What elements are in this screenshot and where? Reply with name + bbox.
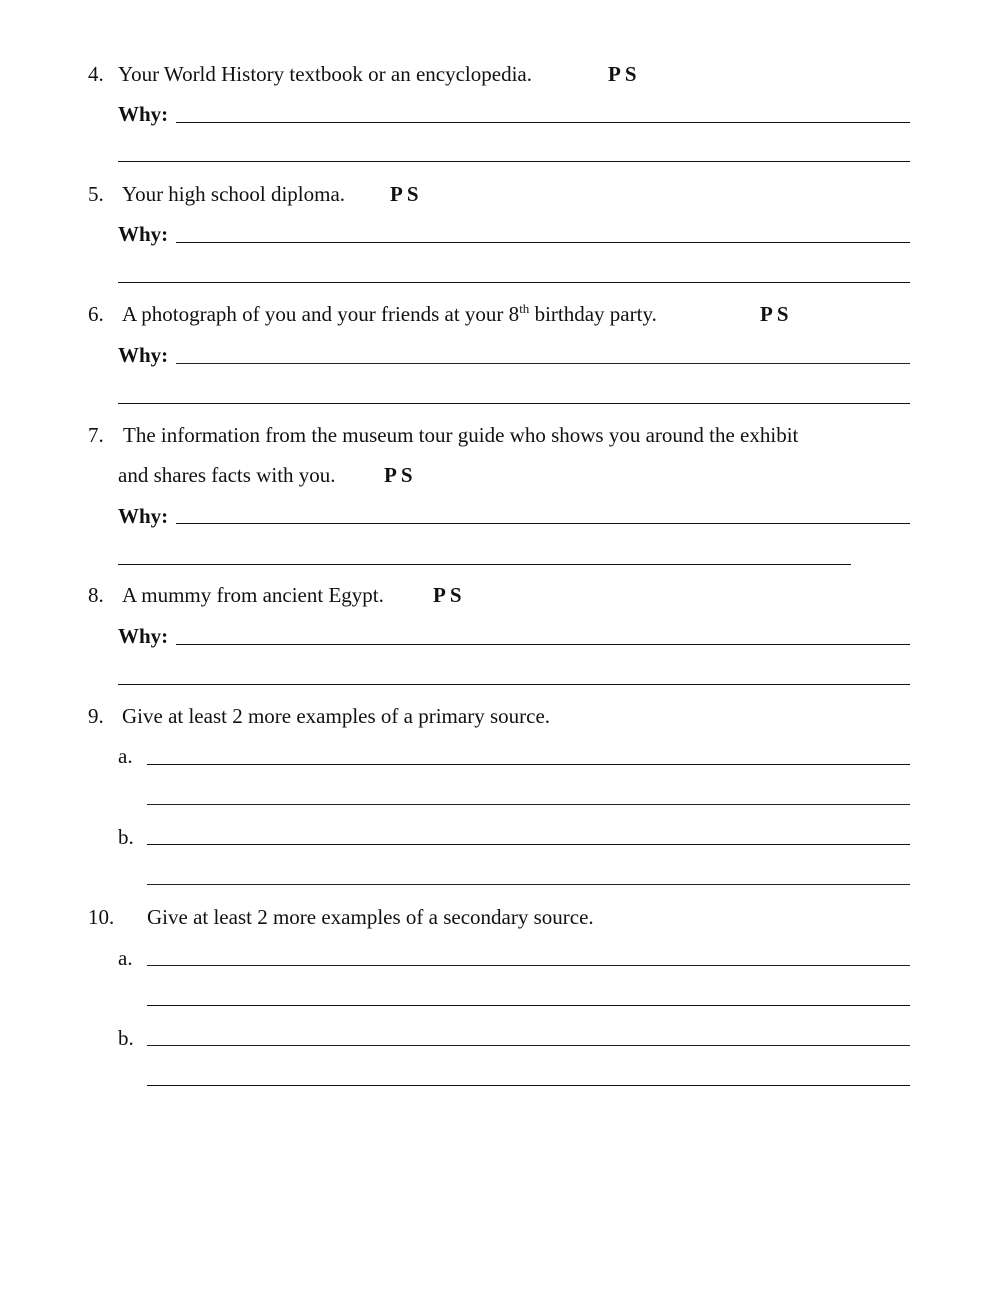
ps-choice[interactable]: P S (390, 182, 419, 206)
answer-line[interactable] (176, 122, 910, 123)
question-text: The information from the museum tour guide who shows you around the exhibit (123, 423, 799, 447)
question-text-part: A photograph of you and your friends at your 8 (122, 302, 520, 326)
answer-line[interactable] (147, 1005, 910, 1006)
why-label: Why: (118, 343, 169, 367)
question-text (122, 302, 657, 326)
question-text: Give at least 2 more examples of a primary source. (122, 704, 551, 728)
why-label: Why: (118, 624, 169, 648)
answer-line[interactable] (176, 363, 910, 364)
answer-line[interactable] (176, 242, 910, 243)
ps-choice[interactable]: P S (433, 583, 462, 607)
why-label: Why: (118, 102, 169, 126)
sub-item-b-label: b. (118, 1026, 134, 1050)
sub-item-b-label: b. (118, 825, 134, 849)
why-label: Why: (118, 504, 169, 528)
ps-choice[interactable]: P S (384, 463, 413, 487)
question-number: 9. (88, 704, 104, 728)
ordinal-suffix: th (519, 301, 530, 316)
answer-line[interactable] (118, 564, 851, 565)
answer-line[interactable] (118, 282, 910, 283)
question-text-line2: and shares facts with you. (118, 463, 336, 487)
answer-line[interactable] (147, 965, 910, 966)
question-text: A mummy from ancient Egypt. (122, 583, 384, 607)
question-text-part: birthday party. (529, 302, 657, 326)
answer-line[interactable] (118, 684, 910, 685)
why-label: Why: (118, 222, 169, 246)
question-number: 6. (88, 302, 104, 326)
question-text: Give at least 2 more examples of a secondary source. (147, 905, 594, 929)
question-number: 10. (88, 905, 115, 929)
answer-line[interactable] (147, 844, 910, 845)
sub-item-a-label: a. (118, 946, 133, 970)
question-number: 5. (88, 182, 104, 206)
answer-line[interactable] (147, 884, 910, 885)
answer-line[interactable] (147, 1085, 910, 1086)
question-number: 8. (88, 583, 104, 607)
answer-line[interactable] (118, 161, 910, 162)
answer-line[interactable] (147, 764, 910, 765)
answer-line[interactable] (118, 403, 910, 404)
question-text: Your high school diploma. (122, 182, 346, 206)
question-number: 7. (88, 423, 104, 447)
answer-line[interactable] (176, 644, 910, 645)
sub-item-a-label: a. (118, 744, 133, 768)
ps-choice[interactable]: P S (760, 302, 789, 326)
question-text: Your World History textbook or an encyclopedia. (118, 62, 532, 86)
question-number: 4. (88, 62, 104, 86)
answer-line[interactable] (147, 804, 910, 805)
ps-choice[interactable]: P S (608, 62, 637, 86)
answer-line[interactable] (176, 523, 910, 524)
answer-line[interactable] (147, 1045, 910, 1046)
